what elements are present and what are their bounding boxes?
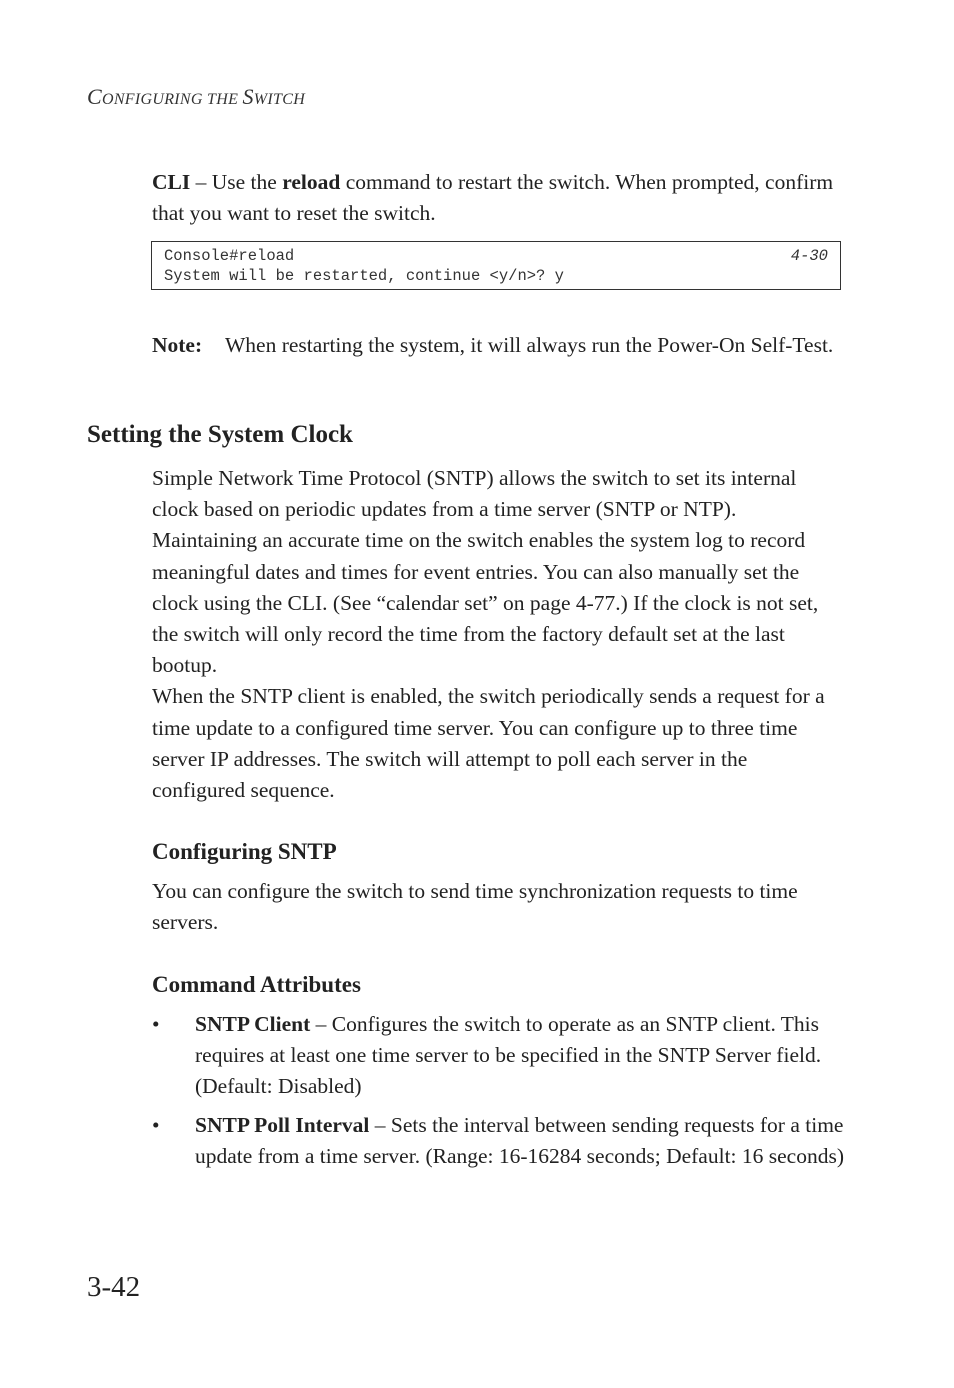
page-number: 3-42 <box>87 1271 141 1303</box>
section-title: Setting the System Clock <box>87 421 353 448</box>
attribute-term: SNTP Poll Interval <box>195 1113 370 1137</box>
attribute-term: SNTP Client <box>195 1012 311 1036</box>
cli-text-1: – Use the <box>190 170 283 194</box>
header-cap-1: C <box>87 84 102 109</box>
list-item <box>152 1009 844 1103</box>
code-example <box>151 241 841 290</box>
subsection-body <box>152 876 844 938</box>
header-rest-1: ONFIGURING THE <box>101 91 243 108</box>
cli-paragraph <box>152 167 844 229</box>
cli-label: CLI <box>152 170 191 194</box>
attribute-description: – Sets the interval between sending requests for a time update from a time server. (Range: 16-16284 seconds; Default: 16 seconds) <box>195 1113 844 1169</box>
bullet-icon: • <box>152 1012 160 1036</box>
attributes-title: Command Attributes <box>152 972 361 997</box>
note-block <box>152 330 844 361</box>
note-text: When restarting the system, it will always run the Power-On Self-Test. <box>225 333 834 357</box>
cli-command: reload <box>282 170 341 194</box>
note-label: Note: <box>152 333 203 357</box>
running-header <box>87 84 305 110</box>
code-page-ref: 4-30 <box>790 247 828 265</box>
section-paragraph-1: Simple Network Time Protocol (SNTP) allows the switch to set its internal clock based on periodic updates from a time server (SNTP or NTP). Maintaining an accurate time on the switch enables the system log to record meaningful dates and times for event entries. You can also manually set the clock using the CLI. (See “calendar set” on page 4-77.) If the clock is not set, the switch will only record the time from the factory default set at the last bootup. <box>152 466 819 678</box>
section-paragraph-2: When the SNTP client is enabled, the switch periodically sends a request for a time update to a configured time server. You can configure up to three time server IP addresses. The switch will attempt to poll each server in the configured sequence. <box>152 684 825 803</box>
section-body <box>152 463 844 806</box>
bullet-icon: • <box>152 1113 160 1137</box>
code-line-2: System will be restarted, continue <y/n>? y <box>164 266 564 285</box>
header-rest-2: WITCH <box>253 91 306 108</box>
header-cap-2: S <box>242 84 254 109</box>
list-item <box>152 1110 844 1172</box>
code-line-1: Console#reload <box>164 247 295 265</box>
attribute-description: – Configures the switch to operate as an SNTP client. This requires at least one time server to be specified in the SNTP Server field. (Default: Disabled) <box>195 1012 822 1099</box>
cli-text-2: command to restart the switch. When prompted, confirm that you want to reset the switch. <box>152 170 834 226</box>
subsection-paragraph: You can configure the switch to send time synchronization requests to time servers. <box>152 879 798 935</box>
subsection-title: Configuring SNTP <box>152 839 337 864</box>
